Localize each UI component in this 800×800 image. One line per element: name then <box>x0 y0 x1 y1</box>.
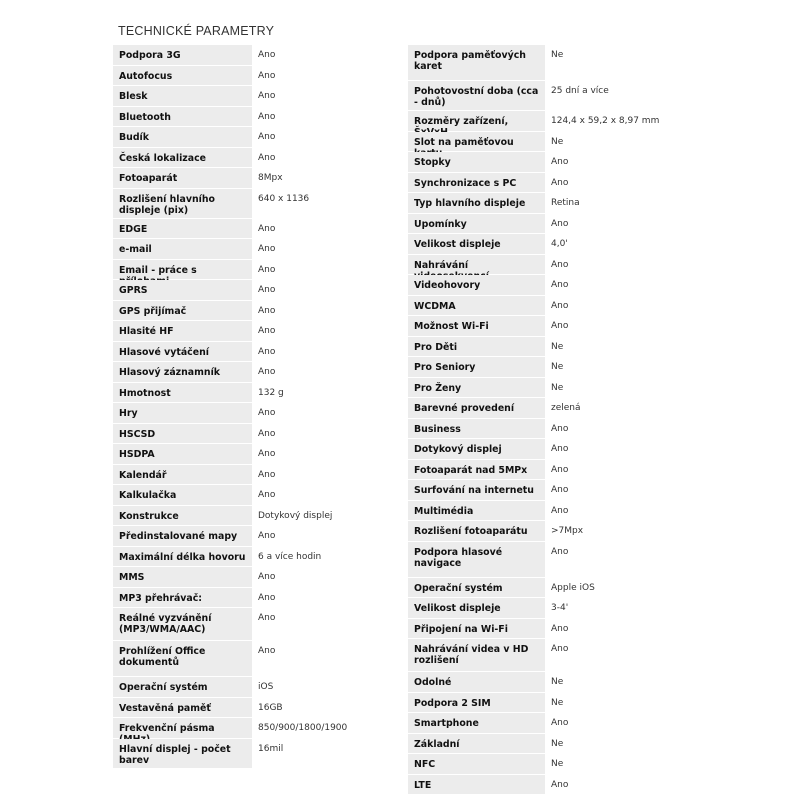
parameter-value: Ano <box>545 296 687 316</box>
parameter-row <box>113 567 397 588</box>
parameter-label: Pro Seniory <box>408 357 545 377</box>
parameter-label: Pro Ženy <box>408 378 545 398</box>
parameter-row <box>113 86 397 107</box>
parameter-label: Hmotnost <box>113 383 252 403</box>
parameter-label: Business <box>408 419 545 439</box>
parameter-label: MMS <box>113 567 252 587</box>
parameter-row <box>113 219 397 240</box>
parameter-value: Apple iOS <box>545 578 687 598</box>
parameter-row <box>113 280 397 301</box>
parameter-label: Synchronizace s PC <box>408 173 545 193</box>
parameter-value: 8Mpx <box>252 168 397 188</box>
parameter-row <box>408 173 687 194</box>
parameter-label: Typ hlavního displeje <box>408 193 545 213</box>
parameter-row <box>408 132 687 153</box>
parameter-row <box>113 127 397 148</box>
parameter-row <box>113 383 397 404</box>
parameter-label: Upomínky <box>408 214 545 234</box>
parameter-label: MP3 přehrávač: <box>113 588 252 608</box>
parameter-row <box>113 526 397 547</box>
parameter-label: HSCSD <box>113 424 252 444</box>
parameter-row <box>113 677 397 698</box>
parameter-value: 850/900/1800/1900 <box>252 718 397 738</box>
parameter-value: Ne <box>545 132 687 152</box>
parameter-row <box>113 465 397 486</box>
parameter-value: 132 g <box>252 383 397 403</box>
parameter-value: Ano <box>252 107 397 127</box>
parameter-label: Surfování na internetu <box>408 480 545 500</box>
parameter-value: Ano <box>545 255 687 275</box>
parameter-value: Ano <box>545 501 687 521</box>
parameter-label: Rozlišení hlavního displeje (pix) <box>113 189 252 218</box>
parameter-label: Prohlížení Office dokumentů <box>113 641 252 676</box>
parameter-row <box>408 275 687 296</box>
parameter-value: Ano <box>252 148 397 168</box>
parameter-row <box>408 337 687 358</box>
parameter-label: Stopky <box>408 152 545 172</box>
parameter-label: Nahrávání <box>408 255 545 275</box>
parameter-row <box>408 234 687 255</box>
parameter-value: Ano <box>252 342 397 362</box>
parameter-value: Ano <box>252 362 397 382</box>
parameter-row <box>113 260 397 281</box>
parameter-label: Multimédia <box>408 501 545 521</box>
parameter-label: Podpora paměťových karet <box>408 45 545 80</box>
parameter-label: Předinstalované mapy <box>113 526 252 546</box>
parameter-value: Ne <box>545 754 687 774</box>
parameter-row <box>408 81 687 111</box>
parameter-row <box>408 775 687 796</box>
parameter-row <box>113 718 397 739</box>
parameter-label: Budík <box>113 127 252 147</box>
parameter-label: Hry <box>113 403 252 423</box>
parameter-value: Ne <box>545 693 687 713</box>
parameter-value: Ne <box>545 378 687 398</box>
parameter-row <box>113 321 397 342</box>
parameter-label: Hlasové vytáčení <box>113 342 252 362</box>
parameter-value: Ano <box>545 460 687 480</box>
parameter-row <box>408 578 687 599</box>
parameter-value: Ano <box>252 567 397 587</box>
parameter-row <box>113 45 397 66</box>
parameter-label: Vestavěná paměť <box>113 698 252 718</box>
parameter-value: Ano <box>252 608 397 640</box>
parameter-label: Bluetooth <box>113 107 252 127</box>
parameter-value: Ano <box>252 301 397 321</box>
parameter-label: Nahrávání videa v HD rozlišení <box>408 639 545 671</box>
parameter-label: Rozměry zařízení, <box>408 111 545 131</box>
parameter-label: Videohovory <box>408 275 545 295</box>
parameter-value: Ano <box>252 485 397 505</box>
page-title: TECHNICKÉ PARAMETRY <box>118 24 275 38</box>
parameter-value: 124,4 x 59,2 x 8,97 mm <box>545 111 687 131</box>
parameter-value: Ano <box>252 424 397 444</box>
parameter-row <box>408 214 687 235</box>
parameter-label: e-mail <box>113 239 252 259</box>
parameter-row <box>408 255 687 276</box>
parameter-row <box>408 152 687 173</box>
parameter-label: Operační systém <box>408 578 545 598</box>
parameter-value: Ano <box>545 439 687 459</box>
parameter-label: Email - práce s <box>113 260 252 280</box>
parameter-row <box>113 506 397 527</box>
parameter-label: LTE <box>408 775 545 795</box>
parameter-row <box>408 598 687 619</box>
parameter-value: Ano <box>252 465 397 485</box>
parameter-value: Ano <box>545 214 687 234</box>
parameter-row <box>113 189 397 219</box>
parameter-row <box>408 45 687 81</box>
parameter-row <box>408 521 687 542</box>
parameter-row <box>113 588 397 609</box>
parameter-value: Ano <box>252 403 397 423</box>
parameter-row <box>408 439 687 460</box>
parameter-value: Ne <box>545 672 687 692</box>
parameter-label: HSDPA <box>113 444 252 464</box>
parameter-row <box>113 342 397 363</box>
parameter-value: Ne <box>545 357 687 377</box>
parameter-row <box>408 480 687 501</box>
parameter-label: Frekvenční pásma <box>113 718 252 738</box>
parameter-value: Ano <box>545 316 687 336</box>
parameter-label: Smartphone <box>408 713 545 733</box>
parameter-label: Podpora hlasové navigace <box>408 542 545 577</box>
parameter-row <box>408 734 687 755</box>
parameter-value: 16mil <box>252 739 397 768</box>
parameter-value: 640 x 1136 <box>252 189 397 218</box>
parameter-row <box>408 619 687 640</box>
parameter-label: EDGE <box>113 219 252 239</box>
parameter-row <box>408 316 687 337</box>
parameter-label: Hlavní displej - počet barev <box>113 739 252 768</box>
parameter-label: Připojení na Wi-Fi <box>408 619 545 639</box>
parameter-value: Ano <box>545 775 687 795</box>
parameter-value: Ano <box>252 588 397 608</box>
parameter-label: GPRS <box>113 280 252 300</box>
parameter-label: Maximální délka hovoru <box>113 547 252 567</box>
parameter-row <box>113 739 397 769</box>
parameter-value: Ano <box>252 444 397 464</box>
parameter-row <box>408 501 687 522</box>
parameter-label: Blesk <box>113 86 252 106</box>
parameter-label: Základní <box>408 734 545 754</box>
parameter-row <box>113 641 397 677</box>
parameter-value: Ano <box>252 66 397 86</box>
parameter-row <box>408 693 687 714</box>
parameter-label: Kalkulačka <box>113 485 252 505</box>
parameter-label: Pohotovostní doba (cca - dnů) <box>408 81 545 110</box>
parameter-label: Hlasité HF <box>113 321 252 341</box>
parameter-row <box>408 754 687 775</box>
parameter-label: Hlasový záznamník <box>113 362 252 382</box>
parameter-label: Pro Děti <box>408 337 545 357</box>
parameter-row <box>113 608 397 641</box>
parameter-label: Dotykový displej <box>408 439 545 459</box>
parameter-value: Ano <box>545 480 687 500</box>
parameter-value: Ne <box>545 45 687 80</box>
parameter-row <box>408 639 687 672</box>
parameter-value: Ano <box>545 619 687 639</box>
parameter-value: Ano <box>252 219 397 239</box>
parameters-column-right <box>408 45 687 795</box>
parameter-row <box>113 547 397 568</box>
parameter-value: Ano <box>545 639 687 671</box>
parameter-label: Konstrukce <box>113 506 252 526</box>
parameter-row <box>113 362 397 383</box>
parameter-value: 16GB <box>252 698 397 718</box>
parameter-value: >7Mpx <box>545 521 687 541</box>
parameter-label: Podpora 2 SIM <box>408 693 545 713</box>
parameter-label: Slot na paměťovou <box>408 132 545 152</box>
parameter-label: GPS přijímač <box>113 301 252 321</box>
parameter-value: Ano <box>545 542 687 577</box>
parameter-label: Autofocus <box>113 66 252 86</box>
parameter-label: Fotoaparát nad 5MPx <box>408 460 545 480</box>
parameter-row <box>113 424 397 445</box>
parameter-value: Ano <box>252 641 397 676</box>
parameter-value: iOS <box>252 677 397 697</box>
parameter-label: Fotoaparát <box>113 168 252 188</box>
parameter-row <box>113 66 397 87</box>
parameter-row <box>113 168 397 189</box>
parameter-value: Ano <box>252 260 397 280</box>
parameter-row <box>113 444 397 465</box>
parameter-row <box>408 713 687 734</box>
parameter-label: Odolné <box>408 672 545 692</box>
parameter-row <box>113 301 397 322</box>
parameter-value: Ano <box>252 127 397 147</box>
parameters-column-left <box>113 45 397 769</box>
parameter-value: Ano <box>545 173 687 193</box>
parameter-value: Ano <box>252 45 397 65</box>
parameter-value: 25 dní a více <box>545 81 687 110</box>
parameter-row <box>408 357 687 378</box>
parameter-row <box>408 419 687 440</box>
parameter-row <box>408 378 687 399</box>
parameter-value: Retina <box>545 193 687 213</box>
parameter-row <box>113 107 397 128</box>
parameter-label: WCDMA <box>408 296 545 316</box>
parameter-label: Velikost displeje <box>408 598 545 618</box>
parameter-row <box>408 193 687 214</box>
parameter-label: Možnost Wi-Fi <box>408 316 545 336</box>
parameter-row <box>113 698 397 719</box>
parameter-value: 3-4' <box>545 598 687 618</box>
parameter-value: Ano <box>252 280 397 300</box>
parameter-label: Barevné provedení <box>408 398 545 418</box>
parameter-row <box>408 460 687 481</box>
parameter-label: Podpora 3G <box>113 45 252 65</box>
parameter-label: Kalendář <box>113 465 252 485</box>
parameter-row <box>408 672 687 693</box>
parameter-value: Ano <box>252 526 397 546</box>
parameter-label: Operační systém <box>113 677 252 697</box>
parameter-row <box>408 111 687 132</box>
parameter-value: Ne <box>545 337 687 357</box>
parameter-value: Ano <box>545 419 687 439</box>
parameter-value: Ano <box>545 275 687 295</box>
parameter-label: Reálné vyzvánění (MP3/WMA/AAC) <box>113 608 252 640</box>
parameter-row <box>113 148 397 169</box>
parameter-row <box>408 542 687 578</box>
parameter-label: NFC <box>408 754 545 774</box>
parameter-value: Dotykový displej <box>252 506 397 526</box>
parameter-row <box>113 239 397 260</box>
parameter-value: zelená <box>545 398 687 418</box>
parameter-value: Ano <box>545 152 687 172</box>
parameter-value: 4,0' <box>545 234 687 254</box>
parameter-row <box>408 296 687 317</box>
parameter-value: Ano <box>252 239 397 259</box>
parameter-value: Ano <box>252 86 397 106</box>
parameter-row <box>408 398 687 419</box>
parameter-label: Česká lokalizace <box>113 148 252 168</box>
parameter-value: Ano <box>545 713 687 733</box>
parameter-label: Rozlišení fotoaparátu <box>408 521 545 541</box>
parameter-label: Velikost displeje <box>408 234 545 254</box>
parameter-value: 6 a více hodin <box>252 547 397 567</box>
parameter-value: Ano <box>252 321 397 341</box>
parameter-value: Ne <box>545 734 687 754</box>
parameter-row <box>113 403 397 424</box>
parameter-row <box>113 485 397 506</box>
